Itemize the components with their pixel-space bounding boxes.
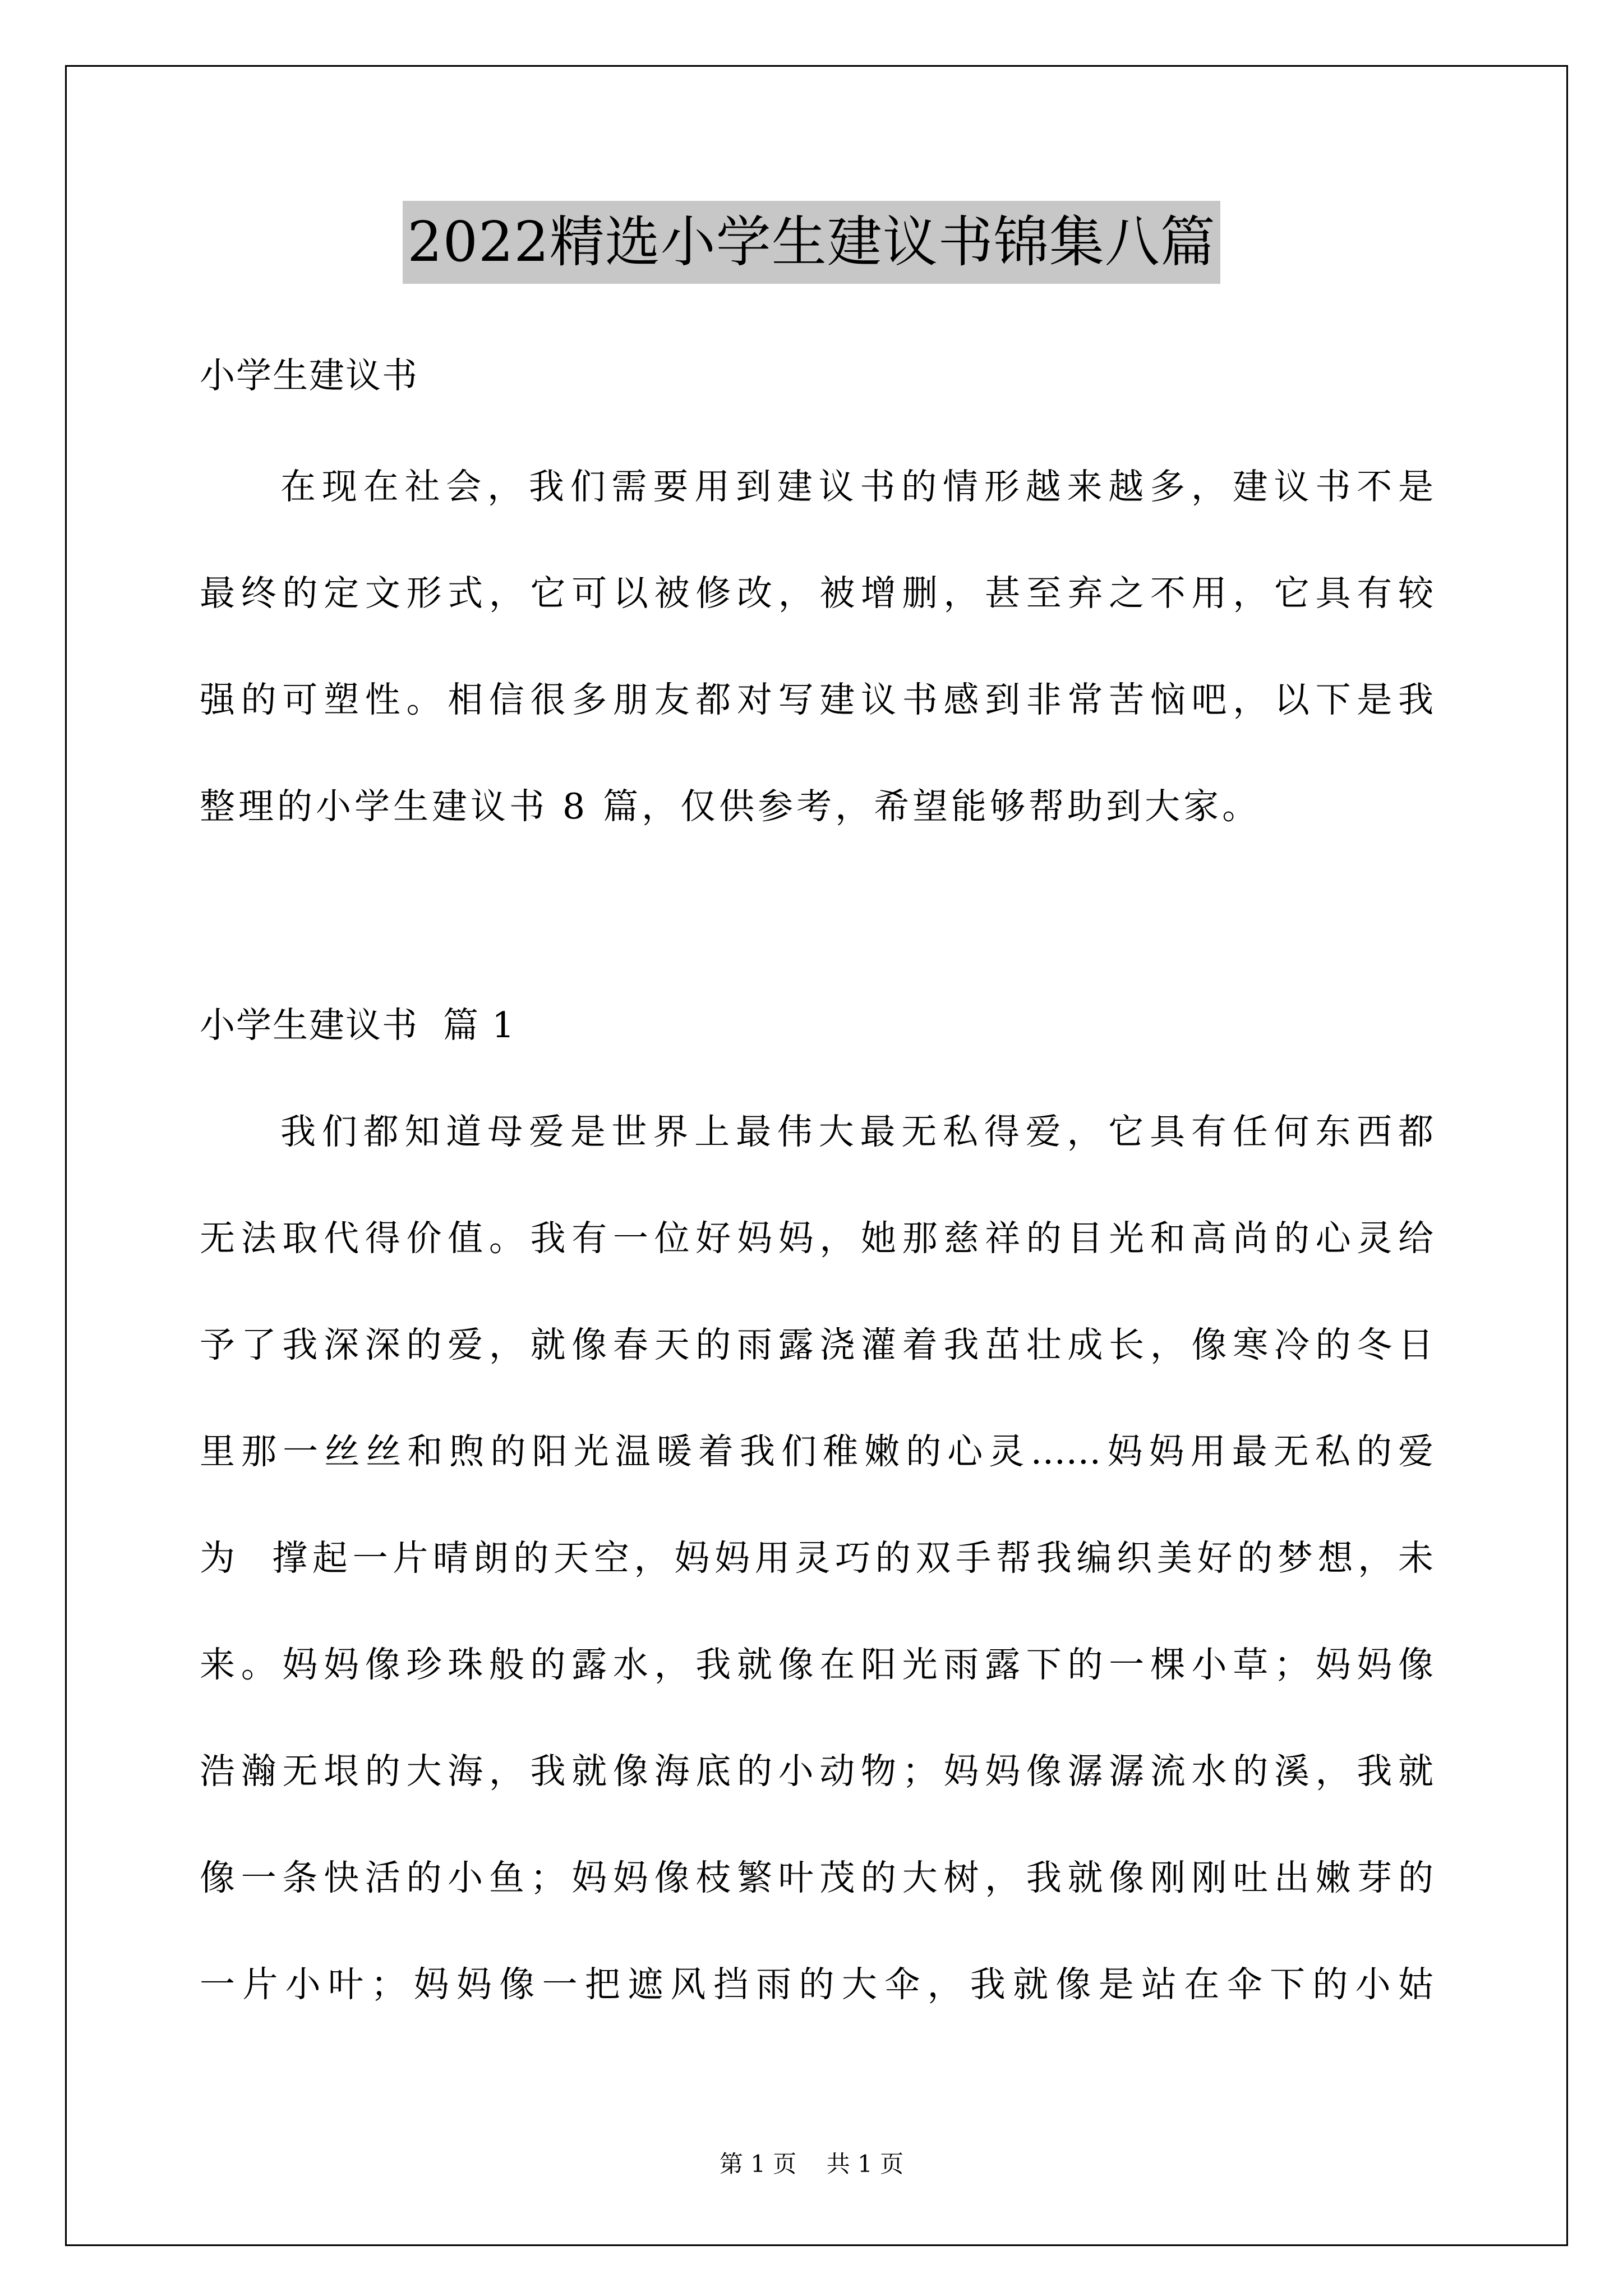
intro-line: 在现在社会，我们需要用到建议书的情形越来越多，建议书不是 (280, 466, 1433, 507)
intro-heading: 小学生建议书 (200, 355, 418, 396)
document-title: 2022精选小学生建议书锦集八篇 (403, 201, 1220, 284)
section1-line: 我们都知道母爱是世界上最伟大最无私得爱，它具有任何东西都 (280, 1111, 1433, 1152)
section1-line: 无法取代得价值。我有一位好妈妈，她那慈祥的目光和高尚的心灵给 (200, 1218, 1433, 1259)
section1-line: 为 撑起一片晴朗的天空，妈妈用灵巧的双手帮我编织美好的梦想，未 (200, 1538, 1433, 1579)
section1-line: 予了我深深的爱，就像春天的雨露浇灌着我茁壮成长，像寒冷的冬日 (200, 1324, 1433, 1365)
intro-line: 最终的定文形式，它可以被修改，被增删，甚至弃之不用，它具有较 (200, 573, 1433, 614)
intro-line: 整理的小学生建议书 8 篇，仅供参考，希望能够帮助到大家。 (200, 786, 1261, 827)
section1-line: 一片小叶；妈妈像一把遮风挡雨的大伞，我就像是站在伞下的小姑 (200, 1964, 1433, 2005)
page-footer: 第 1 页 共 1 页 (719, 2150, 904, 2178)
section1-line: 像一条快活的小鱼；妈妈像枝繁叶茂的大树，我就像刚刚吐出嫩芽的 (200, 1857, 1433, 1898)
section1-line: 浩瀚无垠的大海，我就像海底的小动物；妈妈像潺潺流水的溪，我就 (200, 1751, 1433, 1792)
title-container (0, 201, 1623, 284)
section1-line: 里那一丝丝和煦的阳光温暖着我们稚嫩的心灵……妈妈用最无私的爱 (200, 1431, 1433, 1472)
intro-line: 强的可塑性。相信很多朋友都对写建议书感到非常苦恼吧，以下是我 (200, 679, 1433, 720)
section1-line: 来。妈妈像珍珠般的露水，我就像在阳光雨露下的一棵小草；妈妈像 (200, 1644, 1433, 1685)
section1-heading: 小学生建议书 篇 1 (200, 1005, 516, 1046)
